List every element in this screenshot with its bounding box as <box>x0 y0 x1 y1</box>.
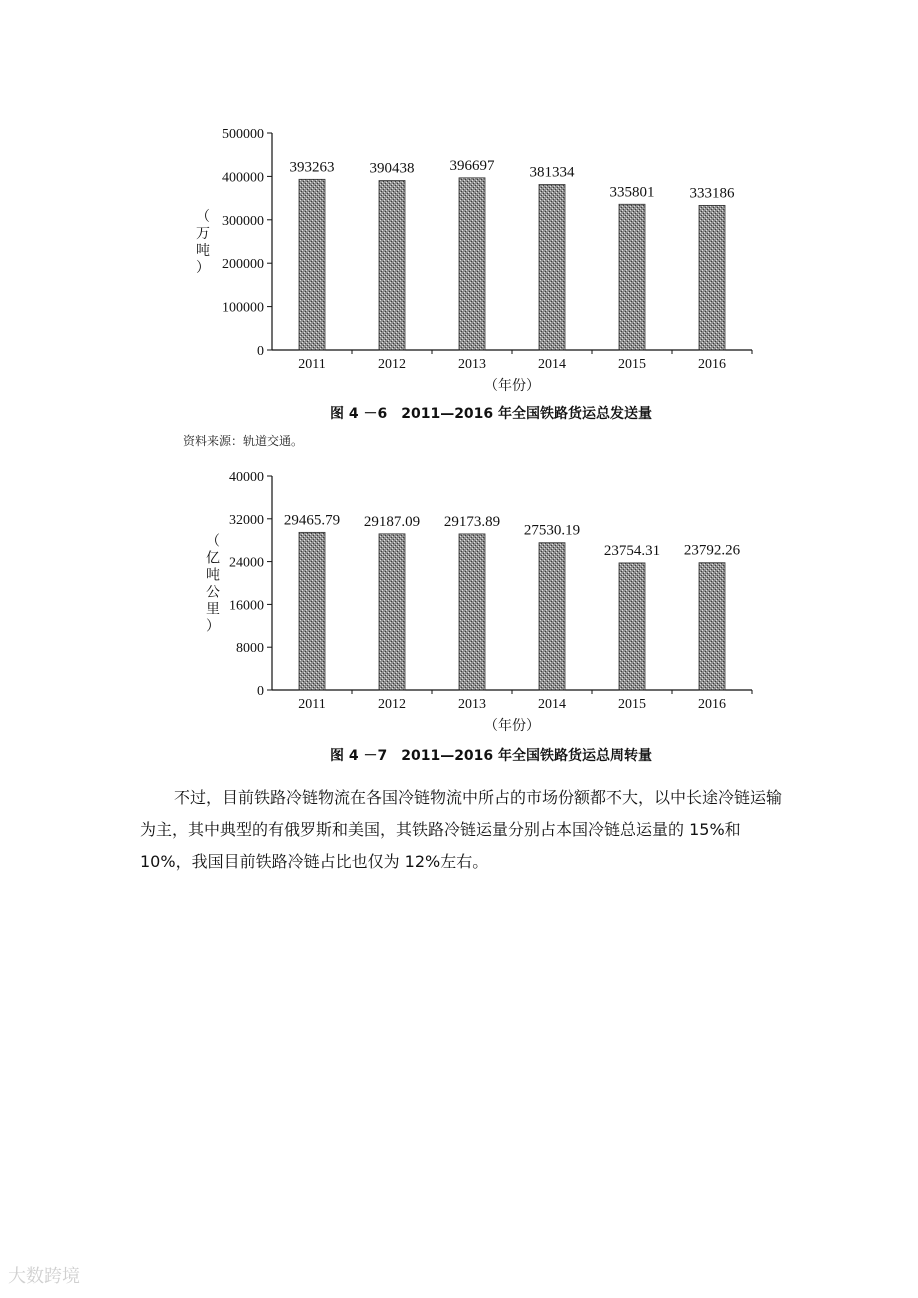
bar-2011 <box>299 179 325 350</box>
y-tick-label: 40000 <box>229 470 264 485</box>
y-tick-label: 100000 <box>222 300 264 316</box>
bar-2013 <box>459 534 485 690</box>
x-tick-label: 2013 <box>458 357 486 372</box>
y-axis-label-char: 吨 <box>196 244 210 259</box>
y-tick-label: 500000 <box>222 127 264 142</box>
x-tick-label: 2016 <box>698 697 726 712</box>
y-tick-label: 32000 <box>229 512 264 528</box>
y-axis-label-char: ） <box>206 619 220 635</box>
y-axis-label <box>196 209 210 276</box>
x-tick-label: 2014 <box>538 697 566 712</box>
bar-2016 <box>699 563 725 690</box>
x-tick-label: 2015 <box>618 697 646 712</box>
x-tick-label: 2015 <box>618 357 646 372</box>
bar-value-label: 333186 <box>689 185 735 202</box>
x-tick-label: 2012 <box>378 697 406 712</box>
bar-value-label: 393263 <box>289 159 335 176</box>
figure-4-6-caption: 图 4 －6 2011—2016 年全国铁路货运总发送量 <box>330 406 653 422</box>
x-axis-label: （年份） <box>484 379 540 394</box>
y-tick-label: 0 <box>257 344 264 359</box>
freight-turnover-chart <box>206 470 752 734</box>
figure-4-7-caption: 图 4 －7 2011—2016 年全国铁路货运总周转量 <box>330 748 653 764</box>
y-axis-label-char: （ <box>196 210 210 225</box>
bar-2012 <box>379 181 405 350</box>
y-tick-label: 0 <box>257 684 264 699</box>
bar-value-label: 29187.09 <box>363 513 421 530</box>
x-tick-label: 2016 <box>698 357 726 372</box>
bar-value-label: 335801 <box>609 184 655 201</box>
bar-2012 <box>379 534 405 690</box>
bar-2016 <box>699 205 725 350</box>
bar-2015 <box>619 204 645 350</box>
bar-2013 <box>459 178 485 350</box>
bar-value-label: 390438 <box>369 160 415 177</box>
bar-value-label: 381334 <box>529 164 575 181</box>
y-tick-label: 200000 <box>222 257 264 273</box>
y-tick-label: 16000 <box>229 598 264 614</box>
body-paragraph <box>140 782 790 878</box>
y-axis-label-char: 吨 <box>206 568 220 584</box>
body-paragraph-text: 不过，目前铁路冷链物流在各国冷链物流中所占的市场份额都不大，以中长途冷链运输为主，其中典型的有俄罗斯和美国，其铁路冷链运量分别占本国冷链总运量的 15%和 10%，我国目前铁路冷链占比也仅为 12%左右。 <box>140 788 783 871</box>
y-tick-label: 400000 <box>222 170 264 186</box>
y-tick-label: 8000 <box>236 641 264 657</box>
freight-volume-chart <box>196 127 752 394</box>
watermark-logo <box>8 1262 80 1288</box>
y-tick-label: 300000 <box>222 213 264 229</box>
x-axis-label: （年份） <box>484 719 540 734</box>
y-axis-label <box>206 534 220 635</box>
y-axis-label-char: 亿 <box>206 551 220 567</box>
bar-value-label: 29465.79 <box>283 512 341 529</box>
y-axis-label-char: 里 <box>206 602 220 618</box>
x-tick-label: 2012 <box>378 357 406 372</box>
bar-value-label: 27530.19 <box>523 522 581 539</box>
x-tick-label: 2011 <box>298 357 326 372</box>
x-tick-label: 2013 <box>458 697 486 712</box>
bar-value-label: 396697 <box>449 157 495 174</box>
bar-value-label: 29173.89 <box>443 513 501 530</box>
bar-2014 <box>539 543 565 690</box>
source-note: 资料来源：轨道交通。 <box>183 434 304 448</box>
x-tick-label: 2011 <box>298 697 326 712</box>
y-axis-label-char: （ <box>206 534 220 550</box>
y-tick-label: 24000 <box>229 555 264 571</box>
watermark-text: 大数跨境 <box>8 1266 80 1287</box>
bar-value-label: 23754.31 <box>603 542 661 559</box>
y-axis-label-char: 公 <box>206 585 220 601</box>
bar-2014 <box>539 185 565 350</box>
x-tick-label: 2014 <box>538 357 566 372</box>
bar-value-label: 23792.26 <box>683 542 741 559</box>
y-axis-label-char: ） <box>196 261 210 276</box>
bar-2015 <box>619 563 645 690</box>
y-axis-label-char: 万 <box>196 227 210 242</box>
bar-2011 <box>299 532 325 690</box>
